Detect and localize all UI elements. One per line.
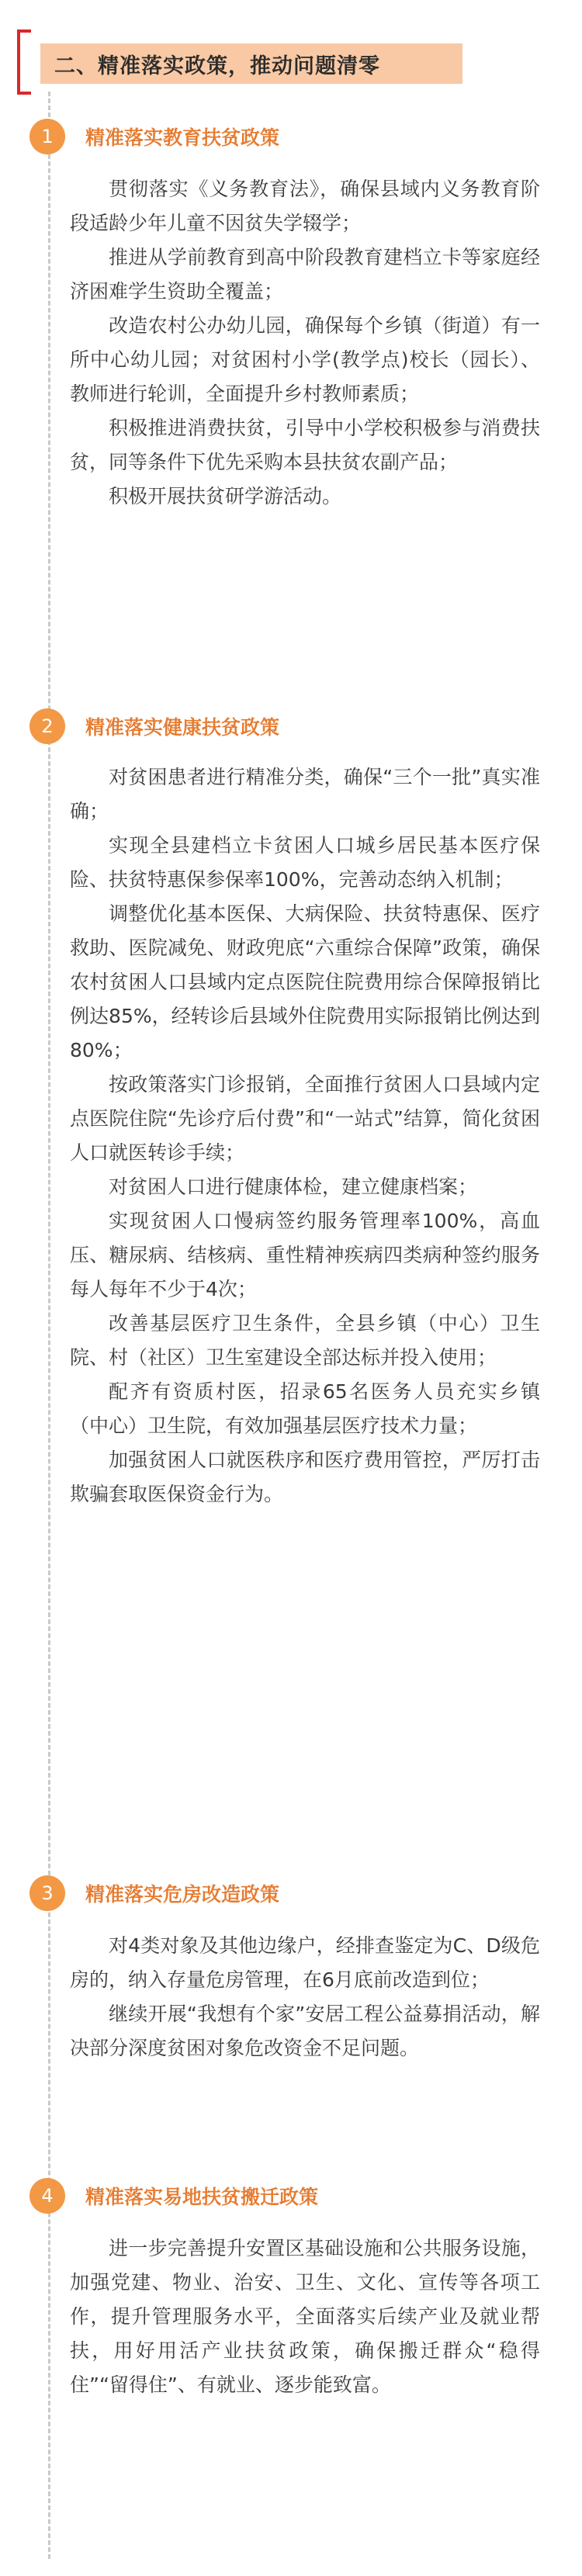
paragraph: 进一步完善提升安置区基础设施和公共服务设施，加强党建、物业、治安、卫生、文化、宣传等各项工作，提升管理服务水平，全面落实后续产业及就业帮扶，用好用活产业扶贫政策，确保搬迁群众“稳得住”“留得住”、有就业、逐步能致富。 (70, 2237, 540, 2396)
paragraph: 积极开展扶贫研学游活动。 (109, 485, 342, 507)
section-title: 精准落实教育扶贫政策 (85, 126, 280, 149)
section-heading (29, 1875, 279, 1912)
section-number-badge: 2 (29, 708, 65, 744)
section-heading (29, 118, 279, 155)
section-body (70, 2231, 540, 2402)
paragraph: 对4类对象及其他边缘户，经排查鉴定为C、D级危房的，纳入存量危房管理，在6月底前改造到位； (70, 1934, 540, 1991)
section-title: 精准落实易地扶贫搬迁政策 (85, 2186, 319, 2208)
section-header (40, 43, 462, 84)
paragraph: 加强贫困人口就医秩序和医疗费用管控，严厉打击欺骗套取医保资金行为。 (70, 1449, 540, 1505)
section-heading (29, 2177, 318, 2214)
header-bracket-decoration (17, 29, 31, 95)
section-title: 精准落实健康扶贫政策 (85, 716, 280, 739)
section-body (70, 172, 540, 514)
paragraph: 按政策落实门诊报销，全面推行贫困人口县域内定点医院住院“先诊疗后付费”和“一站式”结算，简化贫困人口就医转诊手续； (70, 1073, 540, 1164)
section-title: 精准落实危房改造政策 (85, 1883, 280, 1906)
paragraph: 贯彻落实《义务教育法》，确保县域内义务教育阶段适龄少年儿童不因贫失学辍学； (70, 178, 540, 234)
paragraph: 配齐有资质村医，招录65名医务人员充实乡镇（中心）卫生院，有效加强基层医疗技术力量； (70, 1380, 540, 1437)
section-number-badge: 3 (29, 1875, 65, 1911)
paragraph: 调整优化基本医保、大病保险、扶贫特惠保、医疗救助、医院减免、财政兜底“六重综合保障”政策，确保农村贫困人口县域内定点医院住院费用综合保障报销比例达85%，经转诊后县域外住院费用实际报销比例达到80%； (70, 902, 540, 1061)
section-body (70, 760, 540, 1511)
paragraph: 改造农村公办幼儿园，确保每个乡镇（街道）有一所中心幼儿园；对贫困村小学(教学点)校长（园长）、教师进行轮训，全面提升乡村教师素质； (70, 314, 540, 405)
paragraph: 继续开展“我想有个家”安居工程公益募捐活动，解决部分深度贫困对象危改资金不足问题。 (70, 2003, 540, 2059)
section-body (70, 1929, 540, 2065)
paragraph: 实现贫困人口慢病签约服务管理率100%，高血压、糖尿病、结核病、重性精神疾病四类病种签约服务每人每年不少于4次； (70, 1210, 540, 1300)
paragraph: 实现全县建档立卡贫困人口城乡居民基本医疗保险、扶贫特惠保参保率100%，完善动态纳入机制； (70, 834, 540, 891)
paragraph: 推进从学前教育到高中阶段教育建档立卡等家庭经济困难学生资助全覆盖； (70, 246, 540, 303)
section-number-badge: 1 (29, 119, 65, 154)
page-title: 二、精准落实政策，推动问题清零 (54, 54, 380, 78)
section-number-badge: 4 (29, 2178, 65, 2214)
paragraph: 对贫困人口进行健康体检，建立健康档案； (109, 1175, 478, 1198)
section-heading (29, 708, 279, 745)
paragraph: 积极推进消费扶贫，引导中小学校积极参与消费扶贫，同等条件下优先采购本县扶贫农副产品； (70, 417, 540, 473)
paragraph: 对贫困患者进行精准分类，确保“三个一批”真实准确； (70, 766, 540, 822)
paragraph: 改善基层医疗卫生条件，全县乡镇（中心）卫生院、村（社区）卫生室建设全部达标并投入使用； (70, 1312, 540, 1369)
